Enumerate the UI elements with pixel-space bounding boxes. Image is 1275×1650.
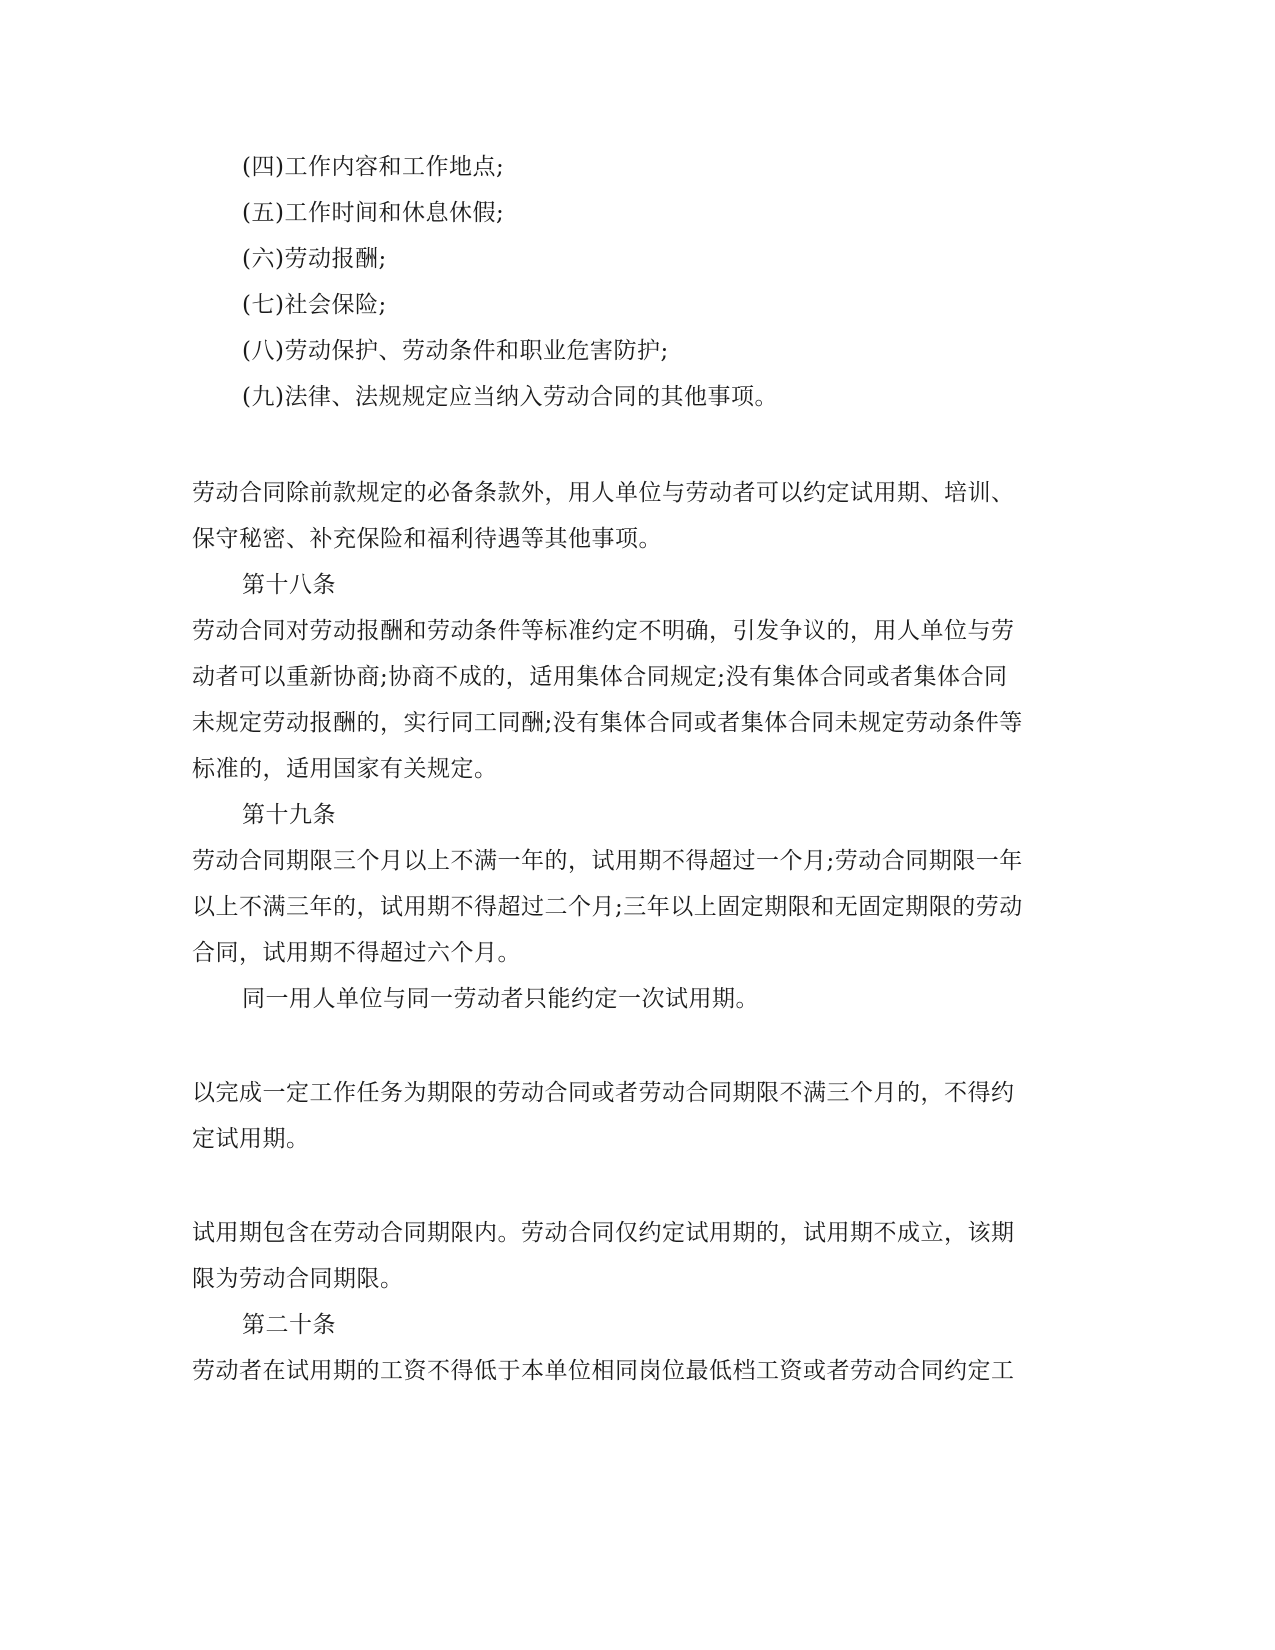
list-item-6: (六)劳动报酬;: [242, 246, 387, 272]
paragraph-line: 同一用人单位与同一劳动者只能约定一次试用期。: [242, 986, 759, 1012]
paragraph-line: 标准的，适用国家有关规定。: [192, 756, 498, 782]
list-item-7: (七)社会保险;: [242, 292, 387, 318]
paragraph-line: 定试用期。: [192, 1126, 310, 1152]
paragraph-line: 限为劳动合同期限。: [192, 1266, 404, 1292]
list-item-4: (四)工作内容和工作地点;: [242, 154, 505, 180]
paragraph-line: 以完成一定工作任务为期限的劳动合同或者劳动合同期限不满三个月的，不得约: [192, 1080, 1015, 1106]
paragraph-line: 劳动合同除前款规定的必备条款外，用人单位与劳动者可以约定试用期、培训、: [192, 480, 1015, 506]
article-18-heading: 第十八条: [242, 572, 336, 598]
paragraph-line: 劳动者在试用期的工资不得低于本单位相同岗位最低档工资或者劳动合同约定工: [192, 1358, 1015, 1384]
article-19-heading: 第十九条: [242, 802, 336, 828]
article-20-heading: 第二十条: [242, 1312, 336, 1338]
paragraph-line: 劳动合同对劳动报酬和劳动条件等标准约定不明确，引发争议的，用人单位与劳: [192, 618, 1015, 644]
list-item-9: (九)法律、法规规定应当纳入劳动合同的其他事项。: [242, 384, 778, 410]
paragraph-line: 保守秘密、补充保险和福利待遇等其他事项。: [192, 526, 662, 552]
list-item-5: (五)工作时间和休息休假;: [242, 200, 505, 226]
paragraph-line: 以上不满三年的，试用期不得超过二个月;三年以上固定期限和无固定期限的劳动: [192, 894, 1023, 920]
paragraph-line: 合同，试用期不得超过六个月。: [192, 940, 521, 966]
list-item-8: (八)劳动保护、劳动条件和职业危害防护;: [242, 338, 669, 364]
paragraph-line: 试用期包含在劳动合同期限内。劳动合同仅约定试用期的，试用期不成立，该期: [192, 1220, 1015, 1246]
paragraph-line: 动者可以重新协商;协商不成的，适用集体合同规定;没有集体合同或者集体合同: [192, 664, 1008, 690]
paragraph-line: 劳动合同期限三个月以上不满一年的，试用期不得超过一个月;劳动合同期限一年: [192, 848, 1023, 874]
paragraph-line: 未规定劳动报酬的，实行同工同酬;没有集体合同或者集体合同未规定劳动条件等: [192, 710, 1023, 736]
